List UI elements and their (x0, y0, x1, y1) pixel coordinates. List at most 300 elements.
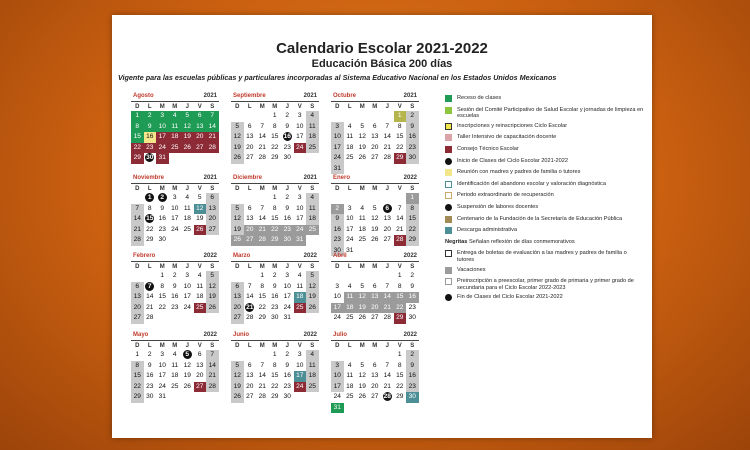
empty-cell (369, 271, 382, 282)
month-header (131, 332, 219, 341)
day-grid (131, 193, 219, 246)
weekday-label: S (310, 104, 315, 110)
day-cell: 4 (197, 272, 202, 279)
day-cell: 18 (306, 214, 319, 225)
day-cell: 1 (394, 111, 407, 122)
legend-label (457, 134, 645, 141)
day-cell: 15 (396, 372, 404, 379)
legend (445, 95, 645, 306)
day-cell: 26 (306, 303, 319, 314)
day-cell: 29 (271, 393, 279, 400)
day-grid (231, 271, 319, 324)
day-cell: 6 (372, 122, 377, 130)
empty-cell (244, 111, 257, 122)
day-cell: 17 (331, 303, 344, 314)
weekday-label: J (285, 343, 289, 349)
weekday-label: M (372, 264, 378, 270)
day-cell: 11 (296, 282, 304, 290)
legend-swatch (445, 250, 452, 257)
legend-text: Periodo extraordinario de recuperación (457, 192, 554, 199)
day-cell: 26 (358, 393, 366, 400)
day-cell: 27 (194, 143, 207, 154)
day-cell: 10 (158, 361, 166, 369)
day-cell: 27 (131, 313, 144, 324)
day-cell: 16 (406, 132, 419, 143)
day-cell: 16 (144, 132, 157, 143)
marked-day: 2 (158, 193, 167, 202)
weekday-row (231, 263, 319, 271)
day-cell: 9 (406, 361, 419, 372)
legend-label (445, 239, 645, 246)
day-cell: 27 (371, 314, 379, 321)
calendar-paper (112, 15, 652, 438)
day-cell (244, 303, 257, 314)
month-junio (231, 332, 319, 403)
day-cell: 30 (146, 393, 154, 400)
day-cell: 26 (206, 303, 219, 314)
day-cell: 6 (247, 122, 252, 130)
month-abril (331, 253, 419, 324)
marked-day: 6 (383, 204, 392, 213)
legend-swatch (445, 216, 452, 223)
legend-item (445, 216, 645, 223)
month-julio (331, 332, 419, 413)
day-cell: 28 (258, 154, 266, 161)
day-cell: 26 (194, 225, 207, 236)
day-cell: 1 (260, 272, 265, 279)
empty-cell (394, 193, 407, 204)
weekday-label: J (385, 343, 389, 349)
day-cell: 23 (283, 143, 291, 151)
day-cell: 23 (408, 303, 416, 311)
day-cell: 8 (397, 361, 402, 369)
day-cell: 17 (158, 372, 166, 379)
day-cell: 4 (347, 282, 352, 290)
day-cell: 6 (194, 111, 207, 122)
day-cell: 21 (258, 382, 266, 390)
weekday-label: D (235, 186, 240, 192)
month-name: Junio (233, 332, 249, 338)
weekday-label: M (359, 104, 365, 110)
day-cell: 3 (297, 194, 302, 201)
day-cell: 4 (169, 111, 182, 122)
weekday-label: J (185, 343, 189, 349)
day-cell: 28 (206, 143, 219, 154)
day-grid (231, 350, 319, 403)
month-year: 2021 (303, 93, 317, 99)
day-cell: 17 (296, 133, 304, 140)
day-cell: 26 (183, 382, 191, 390)
day-cell: 11 (306, 204, 319, 215)
empty-cell (131, 193, 144, 204)
day-cell: 18 (171, 372, 179, 379)
day-cell: 7 (247, 282, 252, 290)
weekday-label: L (247, 343, 252, 349)
day-cell: 12 (306, 282, 319, 293)
legend-item (445, 267, 645, 274)
month-agosto (131, 93, 219, 164)
legend-swatch (445, 192, 452, 199)
weekday-label: L (347, 264, 352, 270)
day-cell (144, 214, 157, 225)
day-cell: 26 (358, 154, 366, 161)
month-year: 2022 (303, 332, 317, 338)
month-name: Mayo (133, 332, 149, 338)
marked-day: 1 (145, 193, 154, 202)
weekday-row (331, 342, 419, 350)
weekday-row (231, 342, 319, 350)
day-cell: 15 (396, 133, 404, 140)
legend-swatch (445, 227, 452, 234)
legend-swatch (445, 158, 452, 165)
day-cell: 20 (371, 143, 379, 151)
month-name: Abril (333, 253, 347, 259)
legend-swatch (445, 267, 452, 274)
weekday-label: S (410, 104, 415, 110)
day-cell: 3 (172, 194, 177, 201)
day-cell: 10 (296, 122, 304, 130)
day-cell: 17 (331, 382, 344, 393)
legend-swatch (445, 169, 452, 176)
weekday-row (131, 263, 219, 271)
day-cell: 21 (206, 371, 219, 382)
day-cell: 30 (406, 392, 419, 403)
day-cell: 16 (331, 225, 344, 236)
weekday-label: M (172, 104, 178, 110)
weekday-row (131, 342, 219, 350)
month-year: 2022 (203, 332, 217, 338)
legend-text: Fin de Clases del Ciclo Escolar 2021-2022 (457, 294, 563, 301)
day-cell: 23 (146, 382, 154, 390)
day-cell: 21 (146, 303, 154, 311)
day-cell: 9 (144, 122, 157, 133)
day-cell: 24 (294, 225, 307, 236)
day-cell: 8 (397, 282, 402, 290)
empty-cell (231, 111, 244, 122)
month-header (331, 93, 419, 102)
month-header (331, 253, 419, 262)
weekday-label: L (147, 186, 152, 192)
weekday-label: L (347, 343, 352, 349)
month-name: Marzo (233, 253, 251, 259)
legend-label (457, 227, 645, 234)
day-cell: 19 (196, 215, 204, 222)
day-cell: 24 (333, 314, 341, 321)
weekday-row (331, 263, 419, 271)
weekday-label: J (385, 186, 389, 192)
legend-label (457, 123, 645, 130)
month-name: Octubre (333, 93, 357, 99)
day-cell: 18 (346, 382, 354, 390)
day-cell: 5 (231, 361, 244, 372)
day-cell (381, 204, 394, 215)
day-cell: 24 (294, 143, 307, 154)
day-cell: 16 (158, 215, 166, 222)
weekday-label: V (397, 186, 402, 192)
weekday-label: L (347, 104, 352, 110)
day-cell: 10 (331, 132, 344, 143)
day-cell: 15 (271, 133, 279, 140)
day-cell: 16 (283, 372, 291, 379)
day-cell: 19 (206, 292, 219, 303)
day-cell: 10 (171, 204, 179, 212)
legend-text: Inscripciones y reinscripciones Ciclo Escolar (457, 122, 568, 129)
weekday-label: V (197, 264, 202, 270)
day-cell: 20 (196, 372, 204, 379)
empty-cell (231, 350, 244, 361)
day-cell: 27 (231, 313, 244, 324)
legend-label (457, 95, 645, 102)
weekday-label: M (159, 343, 165, 349)
day-cell: 11 (171, 361, 179, 369)
empty-cell (231, 193, 244, 204)
legend-swatch (445, 278, 452, 285)
weekday-label: S (210, 264, 215, 270)
month-header (331, 332, 419, 341)
day-cell: 5 (360, 361, 365, 369)
day-cell: 28 (394, 235, 407, 246)
day-cell: 7 (397, 204, 402, 212)
legend-item (445, 123, 645, 130)
day-cell: 13 (246, 133, 254, 140)
legend-item (445, 239, 645, 246)
empty-cell (381, 111, 394, 122)
day-cell: 4 (185, 194, 190, 201)
weekday-label: M (172, 186, 178, 192)
day-cell: 27 (246, 393, 254, 400)
day-cell: 6 (372, 361, 377, 369)
day-cell: 12 (231, 132, 244, 143)
day-cell: 12 (371, 215, 379, 222)
day-cell: 11 (346, 372, 354, 379)
day-cell: 21 (383, 143, 391, 151)
day-grid (331, 111, 419, 174)
day-cell: 30 (283, 154, 291, 161)
day-cell: 23 (283, 382, 291, 390)
day-cell: 5 (372, 204, 377, 212)
day-cell: 9 (272, 282, 277, 290)
day-cell: 6 (197, 351, 202, 358)
day-cell: 22 (258, 303, 266, 311)
day-cell: 5 (181, 111, 194, 122)
day-cell: 8 (131, 361, 144, 372)
weekday-label: L (247, 104, 252, 110)
weekday-label: L (147, 104, 152, 110)
day-cell: 17 (283, 293, 291, 300)
day-cell: 24 (331, 153, 344, 164)
day-cell: 11 (196, 282, 204, 290)
weekday-label: D (135, 186, 140, 192)
day-cell: 9 (285, 204, 290, 212)
day-cell: 8 (260, 282, 265, 290)
page-title: Calendario Escolar 2021-2022 (276, 40, 488, 57)
day-cell: 20 (231, 303, 244, 314)
weekday-label: M (259, 104, 265, 110)
weekday-label: J (285, 264, 289, 270)
weekday-label: M (172, 343, 178, 349)
weekday-label: V (297, 186, 302, 192)
day-cell: 25 (183, 225, 191, 233)
day-cell: 20 (246, 143, 254, 151)
month-header (131, 175, 219, 184)
day-cell: 24 (333, 393, 341, 400)
day-cell: 14 (206, 361, 219, 372)
empty-cell (256, 111, 269, 122)
day-cell: 9 (406, 122, 419, 133)
day-cell: 15 (271, 372, 279, 379)
day-cell (181, 350, 194, 361)
day-cell: 9 (172, 282, 177, 290)
day-cell: 20 (383, 225, 391, 233)
day-cell: 1 (131, 111, 144, 122)
day-cell: 31 (158, 393, 166, 400)
legend-item (445, 294, 645, 301)
day-cell: 11 (183, 204, 191, 212)
day-cell: 22 (131, 143, 144, 154)
legend-item (445, 134, 645, 141)
legend-text: Preinscripción a preescolar, primer grado de primaria y primer grado de secundaria para el Ciclo Escolar 2022-2023 (457, 278, 634, 291)
weekday-label: M (159, 104, 165, 110)
day-cell: 31 (331, 403, 344, 414)
legend-swatch (445, 107, 452, 114)
day-cell (144, 282, 157, 293)
legend-item (445, 227, 645, 234)
month-year: 2022 (403, 332, 417, 338)
empty-cell (256, 193, 269, 204)
legend-item (445, 204, 645, 211)
day-cell: 14 (246, 293, 254, 300)
day-cell: 11 (306, 122, 319, 133)
day-cell: 4 (347, 361, 352, 369)
day-cell: 21 (256, 225, 269, 236)
day-cell: 13 (369, 292, 382, 303)
weekday-row (131, 103, 219, 111)
day-cell: 14 (131, 214, 144, 225)
day-cell: 20 (371, 382, 379, 390)
day-cell: 15 (271, 215, 279, 222)
day-grid (331, 271, 419, 324)
day-cell: 15 (131, 132, 144, 143)
weekday-label: M (259, 343, 265, 349)
weekday-label: V (397, 104, 402, 110)
day-cell: 21 (383, 382, 391, 390)
weekday-label: L (147, 343, 152, 349)
month-header (231, 93, 319, 102)
empty-cell (369, 193, 382, 204)
month-name: Agosto (133, 93, 154, 99)
day-cell: 15 (258, 293, 266, 300)
day-cell: 15 (406, 214, 419, 225)
day-cell: 8 (147, 204, 152, 212)
day-grid (331, 193, 419, 256)
day-cell: 20 (206, 214, 219, 225)
weekday-label: M (272, 186, 278, 192)
day-cell: 29 (394, 153, 407, 164)
weekday-row (131, 185, 219, 193)
day-cell: 10 (333, 293, 341, 300)
day-cell: 5 (197, 194, 202, 201)
day-cell (156, 193, 169, 204)
day-cell: 7 (260, 361, 265, 369)
legend-text: Identificación del abandono escolar y valoración diagnóstica (457, 180, 606, 187)
legend-text: Descarga administrativa (457, 227, 518, 234)
day-cell: 14 (258, 372, 266, 379)
day-cell: 7 (260, 122, 265, 130)
day-cell: 13 (246, 215, 254, 222)
day-cell: 12 (358, 372, 366, 379)
day-cell: 13 (206, 204, 219, 215)
empty-cell (244, 193, 257, 204)
day-cell: 25 (306, 382, 319, 393)
day-cell: 28 (246, 314, 254, 321)
legend-bold-term: Negritas (445, 238, 469, 245)
weekday-label: D (135, 264, 140, 270)
day-cell: 4 (172, 351, 177, 358)
day-cell: 26 (231, 153, 244, 164)
day-cell: 7 (131, 204, 144, 215)
day-cell: 20 (246, 382, 254, 390)
legend-label (457, 181, 645, 188)
day-cell: 27 (371, 154, 379, 161)
month-year: 2022 (203, 253, 217, 259)
month-name: Julio (333, 332, 348, 338)
weekday-label: V (297, 343, 302, 349)
weekday-label: M (159, 186, 165, 192)
day-cell: 29 (146, 236, 154, 243)
day-cell: 28 (131, 235, 144, 246)
day-cell: 6 (231, 282, 244, 293)
empty-cell (356, 111, 369, 122)
day-cell: 10 (283, 282, 291, 290)
day-cell: 12 (231, 214, 244, 225)
month-name: Septiembre (233, 93, 266, 99)
legend-text: Centenario de la Fundación de la Secretaría de Educación Pública (457, 215, 623, 222)
day-cell: 10 (156, 122, 169, 133)
day-cell: 7 (385, 361, 390, 369)
legend-swatch (445, 146, 452, 153)
day-cell: 29 (406, 235, 419, 246)
weekday-label: D (335, 104, 340, 110)
weekday-label: L (247, 264, 252, 270)
day-cell: 18 (344, 303, 357, 314)
day-cell: 21 (206, 132, 219, 143)
day-cell: 22 (406, 225, 419, 236)
weekday-row (331, 103, 419, 111)
day-cell: 14 (258, 215, 266, 222)
month-name: Enero (333, 175, 351, 181)
weekday-label: D (235, 104, 240, 110)
weekday-row (231, 103, 319, 111)
month-name: Noviembre (133, 175, 165, 181)
day-cell: 29 (269, 235, 282, 246)
weekday-row (231, 185, 319, 193)
day-cell: 25 (294, 303, 307, 314)
day-cell: 16 (146, 372, 154, 379)
day-cell: 2 (147, 351, 152, 358)
legend-text: Reunión con madres y padres de familia o tutores (457, 169, 581, 176)
legend-text: Vacaciones (457, 266, 486, 273)
day-cell: 2 (285, 351, 290, 358)
day-cell: 27 (206, 225, 219, 236)
day-cell: 17 (296, 215, 304, 222)
day-cell (381, 392, 394, 403)
weekday-label: V (397, 343, 402, 349)
legend-item (445, 250, 645, 263)
day-grid (131, 271, 219, 324)
empty-cell (356, 271, 369, 282)
month-diciembre (231, 175, 319, 246)
day-cell: 22 (394, 303, 407, 314)
